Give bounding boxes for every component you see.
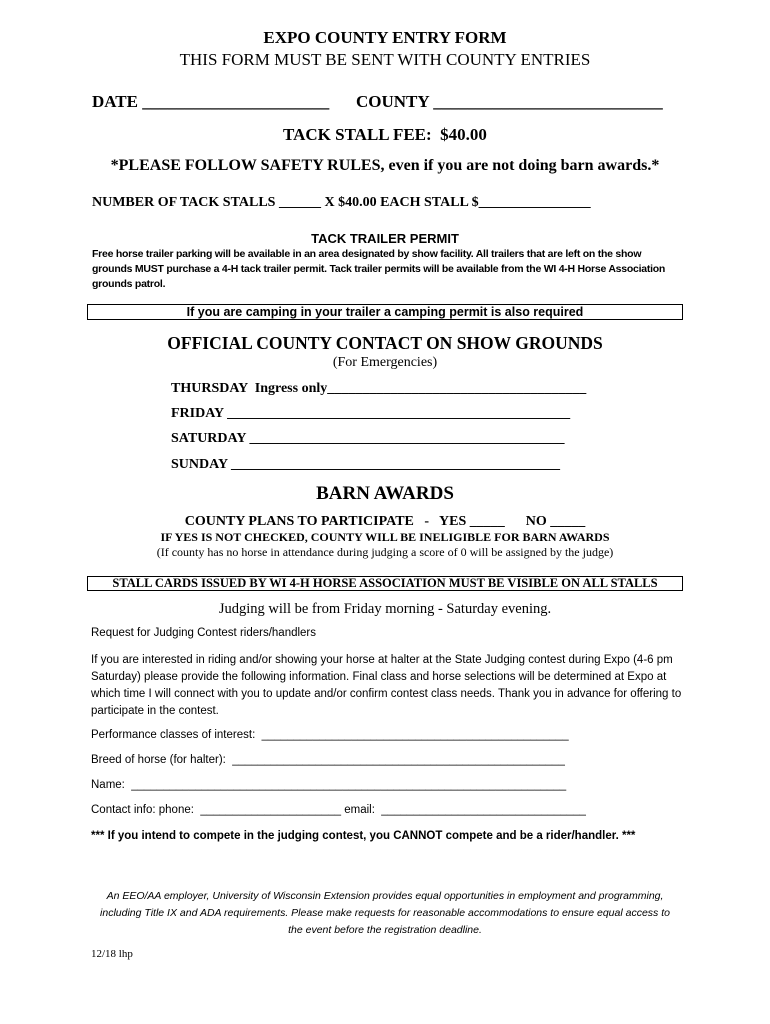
judging-warning: *** If you intend to compete in the judging contest, you CANNOT compete and be a rider/handler. *** (91, 830, 636, 842)
form-title: EXPO COUNTY ENTRY FORM (263, 28, 507, 47)
contact-heading: OFFICIAL COUNTY CONTACT ON SHOW GROUNDS (167, 333, 603, 353)
horse-breed-field[interactable]: Breed of horse (for halter): ____________________________________________________ (91, 754, 565, 766)
trailer-text: Free horse trailer parking will be available in an area designated by show facility. All trailers that are left on the show grounds MUST purchase a 4-H tack trailer permit. Tack trailer permits will be available from the WI 4-H Horse Association grounds patrol. (92, 248, 666, 290)
judging-request: Request for Judging Contest riders/handlers (91, 627, 317, 639)
participate-field[interactable]: COUNTY PLANS TO PARTICIPATE - YES _____ NO _____ (184, 514, 586, 529)
contact-subheading: (For Emergencies) (332, 355, 438, 370)
score-note: (If county has no horse in attendance during judging a score of 0 will be assigned by the judge) (156, 545, 614, 559)
saturday-field[interactable]: SATURDAY _____________________________________________ (171, 431, 565, 446)
judging-heading: Judging will be from Friday morning - Saturday evening. (218, 601, 552, 617)
tack-stalls-field[interactable]: NUMBER OF TACK STALLS ______ X $40.00 EACH STALL $________________ (92, 195, 591, 210)
sunday-field[interactable]: SUNDAY _______________________________________________ (171, 457, 561, 472)
date-field[interactable]: DATE ______________________ (92, 92, 330, 111)
performance-classes-field[interactable]: Performance classes of interest: ________________________________________________ (91, 729, 569, 741)
thursday-field[interactable]: THURSDAY Ingress only_____________________________________ (171, 381, 587, 396)
tack-fee: TACK STALL FEE: $40.00 (283, 125, 487, 144)
form-subtitle: THIS FORM MUST BE SENT WITH COUNTY ENTRIES (179, 50, 591, 69)
eeo-statement: An EEO/AA employer, University of Wisconsin Extension provides equal opportunities in employment and programming, including Title IX and ADA requirements. Please make requests for reasonable accommodations to ensure equal access to the event before the registration deadline. (100, 890, 670, 936)
friday-field[interactable]: FRIDAY _________________________________________________ (171, 406, 571, 421)
judging-paragraph: If you are interested in riding and/or showing your horse at halter at the State Judging contest during Expo (4-6 pm Saturday) please provide the following information. Final class and horse selections will be determined at Expo at which time I will connect with you to update and/or confirm contest class needs. Thank you in advance for offering to participate in the contest. (91, 654, 682, 717)
safety-notice: *PLEASE FOLLOW SAFETY RULES, even if you are not doing barn awards.* (110, 157, 660, 174)
stall-cards-box: STALL CARDS ISSUED BY WI 4-H HORSE ASSOCIATION MUST BE VISIBLE ON ALL STALLS (87, 576, 683, 591)
ineligible-notice: IF YES IS NOT CHECKED, COUNTY WILL BE INELIGIBLE FOR BARN AWARDS (160, 530, 610, 544)
name-field[interactable]: Name: ____________________________________________________________________ (91, 779, 567, 791)
form-revision-code: 12/18 lhp (91, 948, 133, 960)
camping-permit-box: If you are camping in your trailer a camping permit is also required (87, 304, 683, 320)
contact-info-field[interactable]: Contact info: phone: ______________________ email: ________________________________ (91, 804, 586, 816)
county-field[interactable]: COUNTY ___________________________ (356, 92, 663, 111)
trailer-heading: TACK TRAILER PERMIT (311, 231, 459, 246)
barn-awards-heading: BARN AWARDS (316, 483, 454, 504)
